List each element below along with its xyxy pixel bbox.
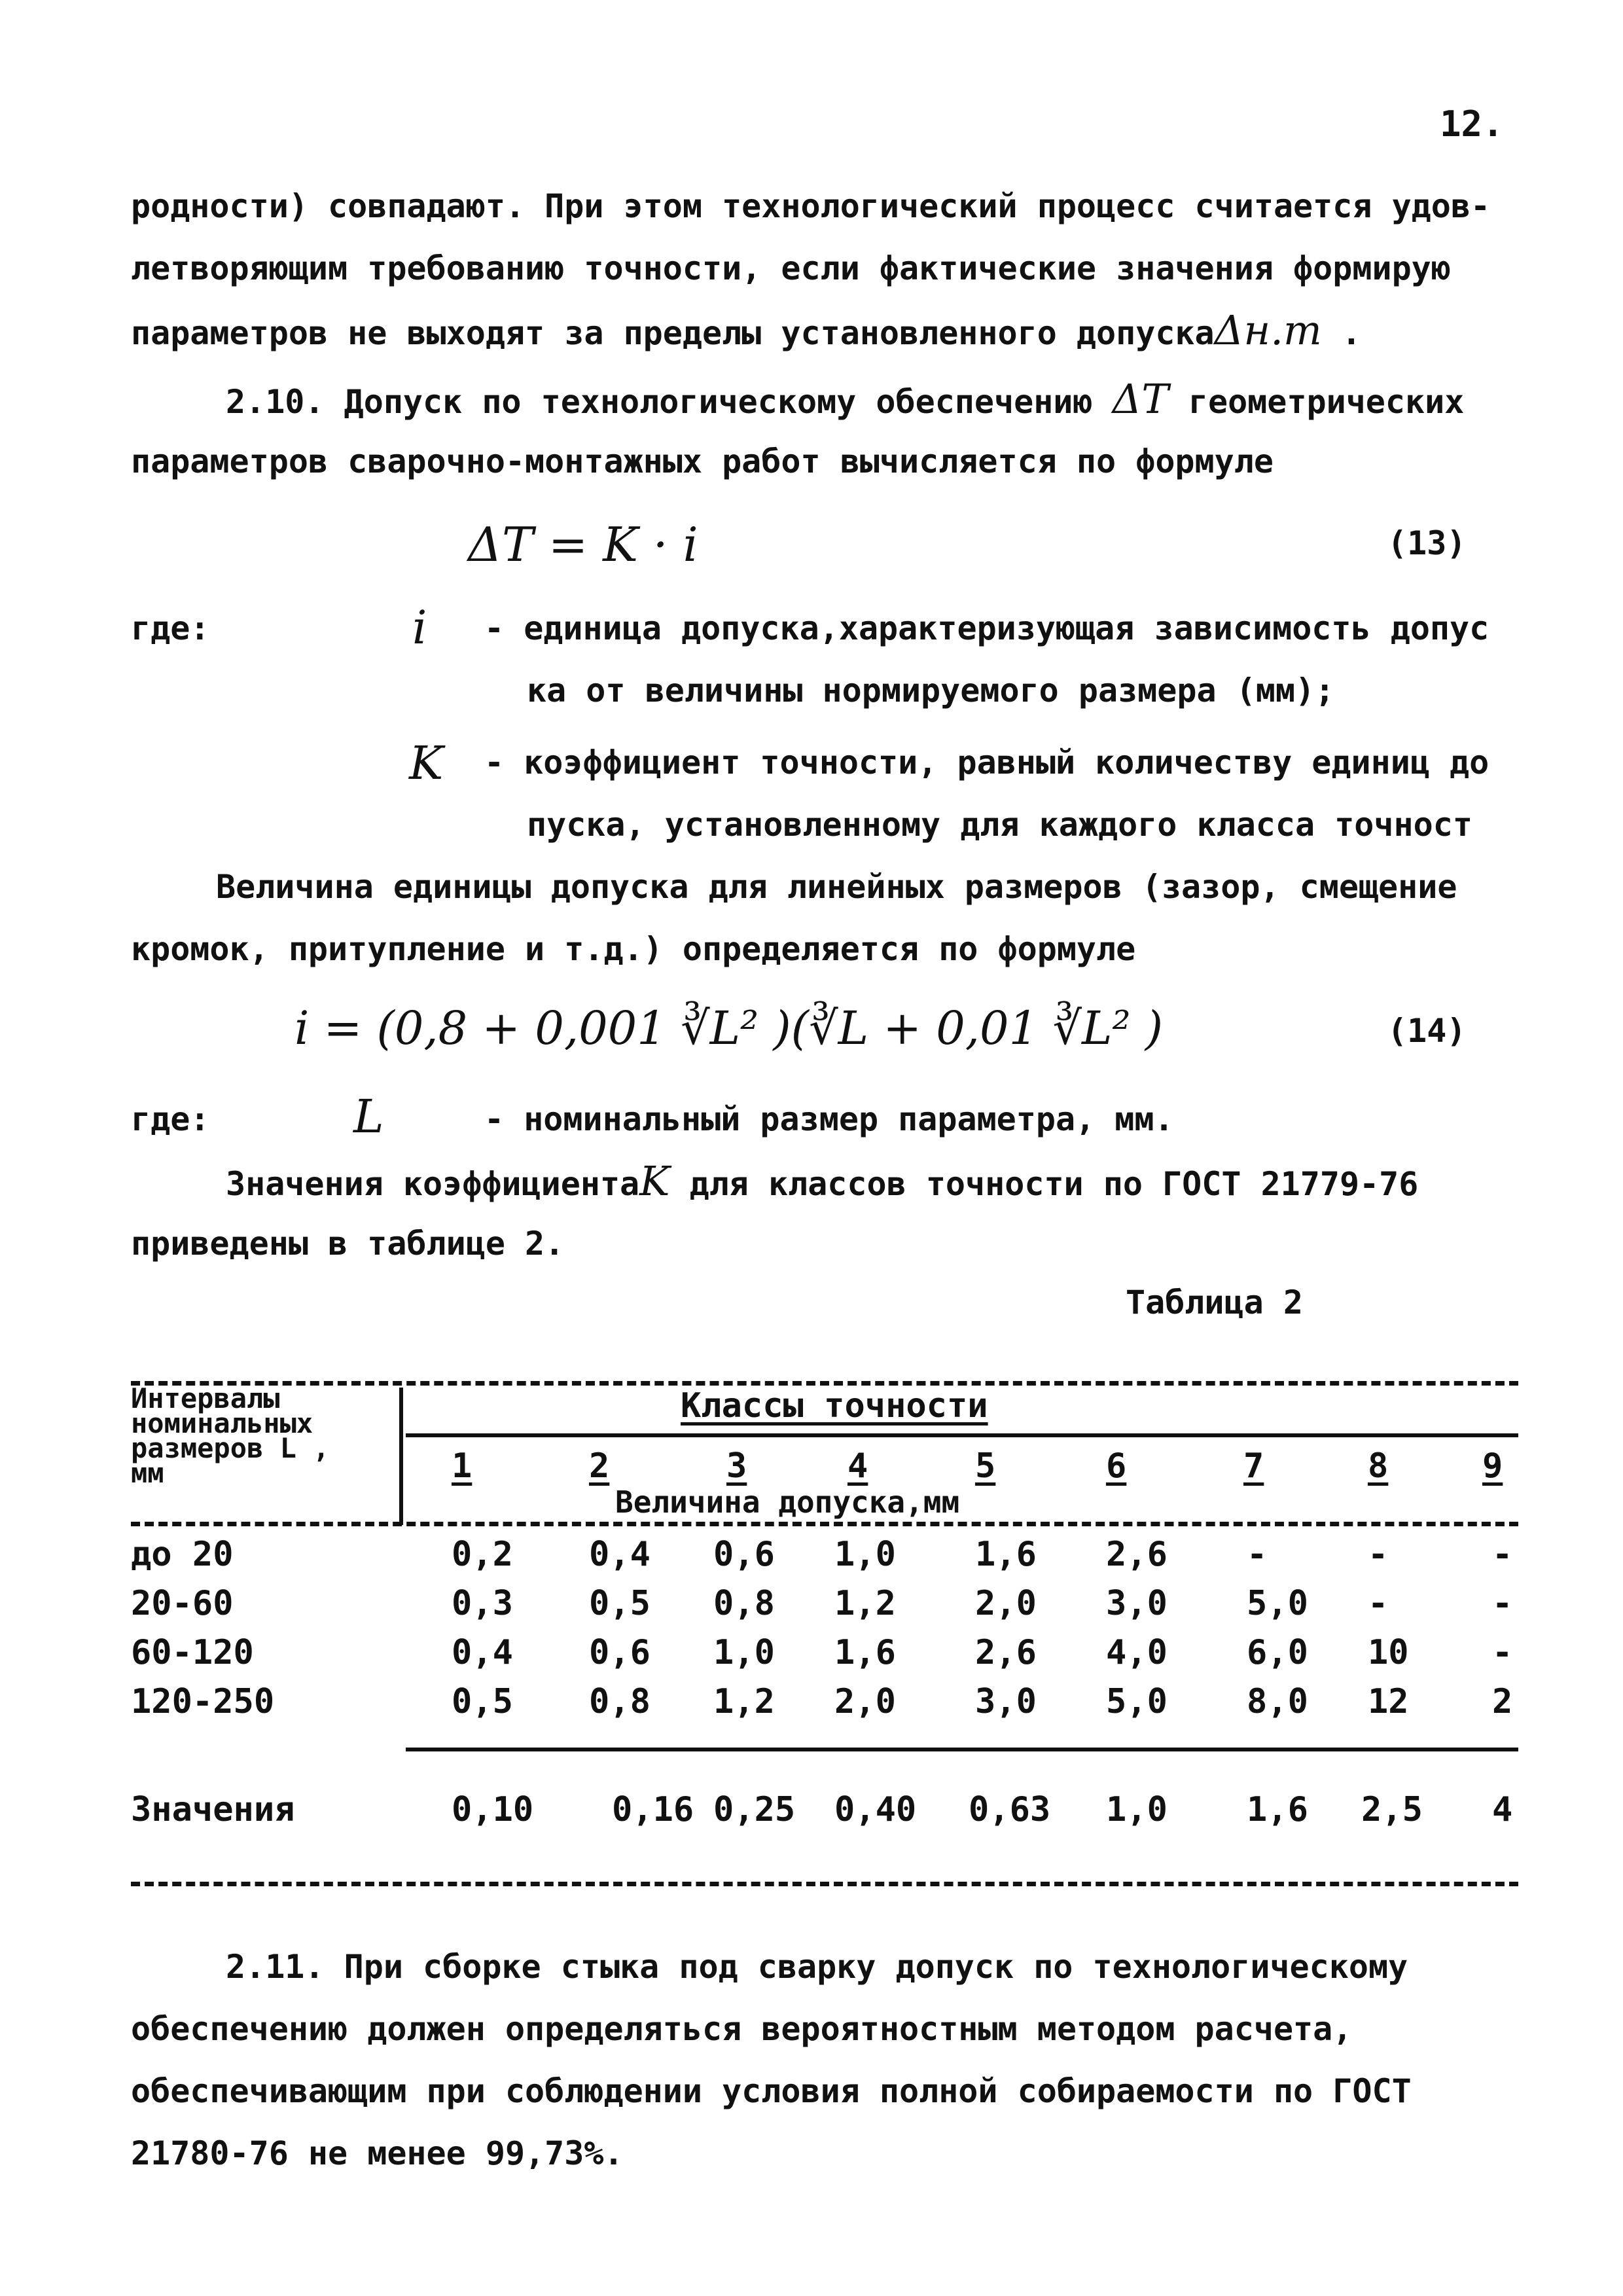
table-classes-title: Классы точности: [681, 1386, 988, 1426]
where-label-2: где:: [131, 1100, 210, 1138]
paragraph-4-line-1: Значения коэффициентаK для классов точности по ГОСТ 21779-76: [226, 1157, 1419, 1205]
where-i-line-1: - единица допуска,характеризующая зависимость допус: [484, 609, 1489, 647]
paragraph-5-line-4: 21780-76 не менее 99,73%.: [131, 2134, 624, 2172]
formula-14-number: (14): [1387, 1012, 1467, 1050]
paragraph-2-line-2: параметров сварочно-монтажных работ вычисляется по формуле: [131, 442, 1274, 480]
paragraph-5-line-2: обеспечению должен определяться вероятностным методом расчета,: [131, 2010, 1353, 2048]
page-number: 12.: [1440, 103, 1504, 145]
formula-13-number: (13): [1387, 524, 1467, 562]
paragraph-4-line-2: приведены в таблице 2.: [131, 1225, 565, 1263]
table-header-left: Интервалы номинальных размеров L , мм: [131, 1382, 330, 1489]
table-top-rule: [131, 1381, 1518, 1386]
table-bottom-rule: [131, 1882, 1518, 1886]
paragraph-5-line-1: 2.11. При сборке стыка под сварку допуск по технологическому: [226, 1948, 1408, 1986]
table-classes-rule: [406, 1433, 1518, 1437]
paragraph-5-line-3: обеспечивающим при соблюдении условия полной собираемости по ГОСТ: [131, 2072, 1412, 2110]
paragraph-3-line-1: Величина единицы допуска для линейных размеров (зазор, смещение: [216, 868, 1457, 906]
delta-nt-symbol: Δн.т: [1214, 306, 1322, 354]
paragraph-2-line-1: 2.10. Допуск по технологическому обеспечению ΔТ геометрических: [226, 375, 1465, 423]
where-k-line-2: пуска, установленному для каждого класса точност: [527, 806, 1472, 844]
table-header-divider: [399, 1388, 403, 1525]
paragraph-1-line-3: параметров не выходят за пределы установленного допускаΔн.т .: [131, 306, 1361, 354]
table-subheader: Величина допуска,мм: [615, 1484, 960, 1520]
where-i-line-2: ка от величины нормируемого размера (мм);: [527, 672, 1335, 709]
delta-t-symbol: ΔТ: [1112, 375, 1169, 423]
table-header-rule: [131, 1522, 1518, 1526]
where-l-text: - номинальный размер параметра, мм.: [484, 1100, 1174, 1138]
paragraph-1-line-1: родности) совпадают. При этом технологический процесс считается удов-: [131, 187, 1491, 225]
where-k-line-1: - коэффициент точности, равный количеству единиц до: [484, 744, 1489, 781]
formula-13: ΔТ = K · i: [468, 517, 698, 572]
symbol-i: i: [412, 601, 427, 655]
symbol-k: K: [409, 736, 444, 790]
table-k-rule: [406, 1748, 1518, 1751]
table-caption: Таблица 2: [1126, 1283, 1303, 1321]
paragraph-3-line-2: кромок, притупление и т.д.) определяется по формуле: [131, 930, 1136, 968]
paragraph-1-line-2: летворяющим требованию точности, если фактические значения формирую: [131, 249, 1451, 287]
where-label-1: где:: [131, 609, 210, 647]
formula-14: i = (0,8 + 0,001 ∛L² )(∛L + 0,01 ∛L² ): [294, 1001, 1164, 1055]
symbol-l: L: [353, 1090, 384, 1143]
symbol-k-inline: K: [639, 1157, 670, 1205]
